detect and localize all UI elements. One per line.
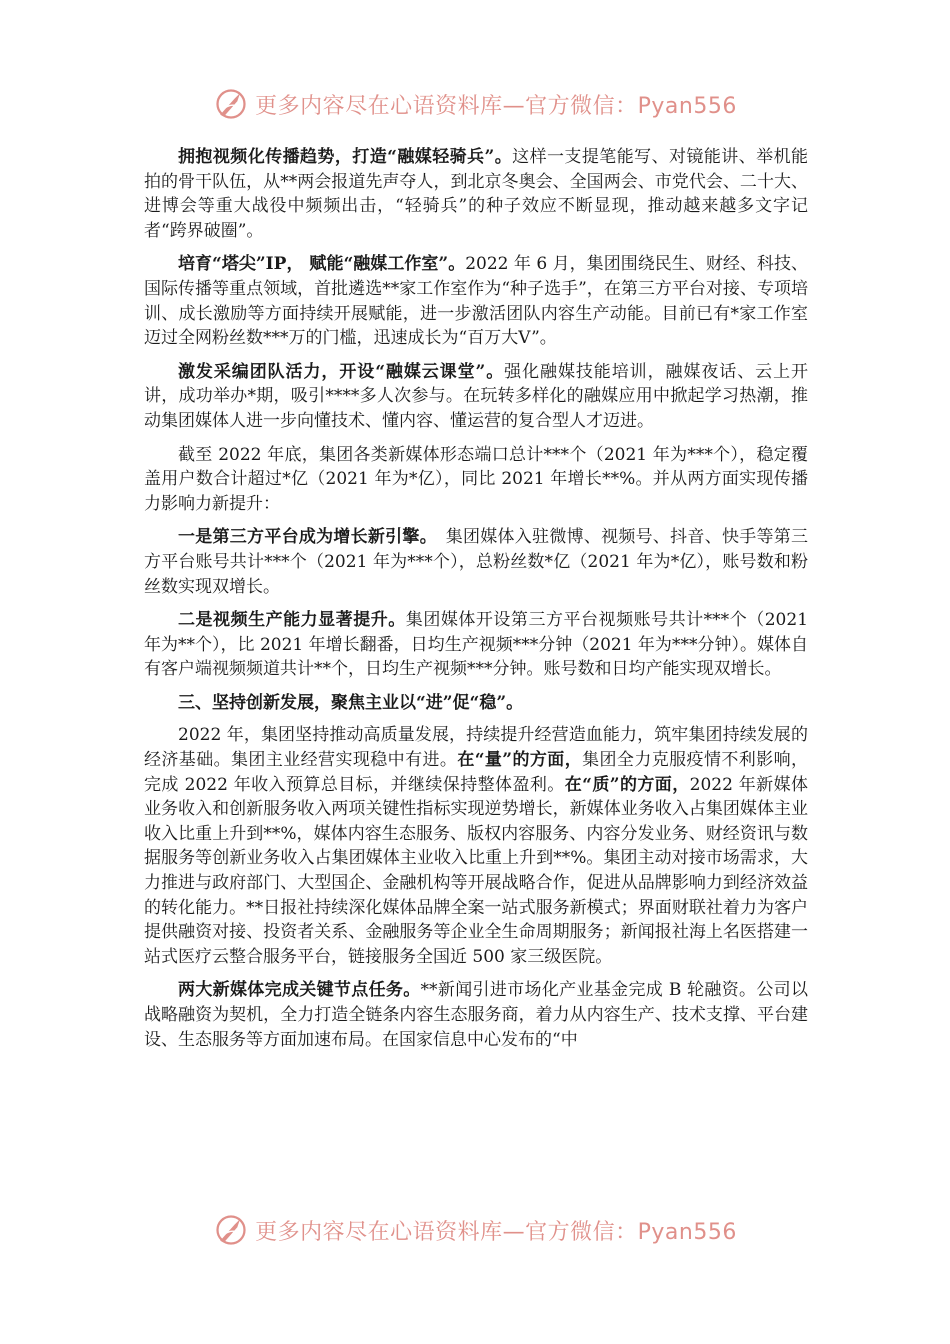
section-heading [144,691,808,716]
document-body [144,145,808,1061]
section-heading-text: 三、坚持创新发展，聚焦主业以“进”促“稳”。 [178,692,524,713]
paragraph-1 [144,145,808,243]
paragraph-lead: 两大新媒体完成关键节点任务。 [178,980,421,1001]
paragraph-emphasis: 在“质”的方面， [564,774,690,795]
paragraph-7 [144,723,808,969]
watermark-logo-icon [213,1212,249,1248]
paragraph-text: 2022 年，集团坚持推动高质量发展，持续提升经营造血能力，筑牢集团持续发展的经济基础。集团主业经营实现稳中有进。 [144,725,808,771]
paragraph-text: **新闻引进市场化产业基金完成 B 轮融资。公司以战略融资为契机，全力打造全链条内容生态服务商，着力从内容生产、技术支撑、平台建设、生态服务等方面加速布局。在国家信息中心发布的“中 [144,980,808,1050]
paragraph-6 [144,608,808,682]
watermark-text: 更多内容尽在心语资料库—官方微信：Pyan556 [255,1219,737,1245]
header-watermark-banner [0,84,950,124]
paragraph-lead: 激发采编团队活力，开设“融媒云课堂”。 [178,361,505,382]
watermark-text: 更多内容尽在心语资料库—官方微信：Pyan556 [255,93,737,119]
paragraph-emphasis: 在“量”的方面， [457,750,583,771]
paragraph-5 [144,525,808,599]
paragraph-lead: 培育“塔尖”IP， 赋能“融媒工作室”。 [178,254,466,275]
paragraph-8 [144,978,808,1052]
paragraph-text: 集团全力克服疫情不利影响，完成 2022 年收入预算总目标，并继续保持整体盈利。 [144,750,808,795]
paragraph-text: 截至 2022 年底，集团各类新媒体形态端口总计***个（2021 年为***个），稳定覆盖用户数合计超过*亿（2021 年为*亿），同比 2021 年增长**%。并从两方面实现传播力影响力新提升： [144,444,808,514]
paragraph-text: 2022 年新媒体业务收入和创新服务收入两项关键性指标实现逆势增长，新媒体业务收入占集团媒体主业收入比重上升到**%，媒体内容生态服务、版权内容服务、内容分发业务、财经资讯与数据服务等创新业务收入占集团媒体主业收入比重上升到**%。集团主动对接市场需求，大力推进与政府部门、大型国企、金融机构等开展战略合作，促进从品牌影响力到经济效益的转化能力。**日报社持续深化媒体品牌全案一站式服务新模式；界面财联社着力为客户提供融资对接、投资者关系、金融服务等企业全生命周期服务；新闻报社海上名医搭建一站式医疗云整合服务平台，链接服务全国近 500 家三级医院。 [144,774,809,967]
watermark-logo-icon [213,86,249,122]
paragraph-2 [144,252,808,350]
paragraph-text: 集团媒体开设第三方平台视频账号共计***个（2021 年为**个），比 2021 年增长翻番，日均生产视频***分钟（2021 年为***分钟）。媒体自有客户端视频频道共计**个，日均生产视频***分钟。账号数和日均产能实现双增长。 [144,610,809,680]
paragraph-4 [144,443,808,517]
paragraph-text: 这样一支提笔能写、对镜能讲、举机能拍的骨干队伍，从**两会报道先声夺人，到北京冬奥会、全国两会、市党代会、二十大、进博会等重大战役中频频出击，“轻骑兵”的种子效应不断显现，推动越来越多文字记者“跨界破圈”。 [144,147,809,241]
paragraph-text: 2022 年 6 月，集团围绕民生、财经、科技、国际传播等重点领域，首批遴选**家工作室作为“种子选手”，在第三方平台对接、专项培训、成长激励等方面持续开展赋能，进一步激活团队内容生产动能。目前已有*家工作室迈过全网粉丝数***万的门槛，迅速成长为“百万大V”。 [144,254,808,349]
footer-watermark-banner [0,1210,950,1250]
paragraph-text: 强化融媒技能培训，融媒夜话、云上开讲，成功举办*期，吸引****多人次参与。在玩转多样化的融媒应用中掀起学习热潮，推动集团媒体人进一步向懂技术、懂内容、懂运营的复合型人才迈进。 [144,361,808,431]
paragraph-lead: 拥抱视频化传播趋势，打造“融媒轻骑兵”。 [178,147,513,167]
paragraph-3 [144,360,808,434]
paragraph-text: 集团媒体入驻微博、视频号、抖音、快手等第三方平台账号共计***个（2021 年为***个），总粉丝数*亿（2021 年为*亿），账号数和粉丝数实现双增长。 [144,527,809,597]
paragraph-lead: 二是视频生产能力显著提升。 [178,610,406,631]
paragraph-lead: 一是第三方平台成为增长新引擎。 [178,527,429,548]
